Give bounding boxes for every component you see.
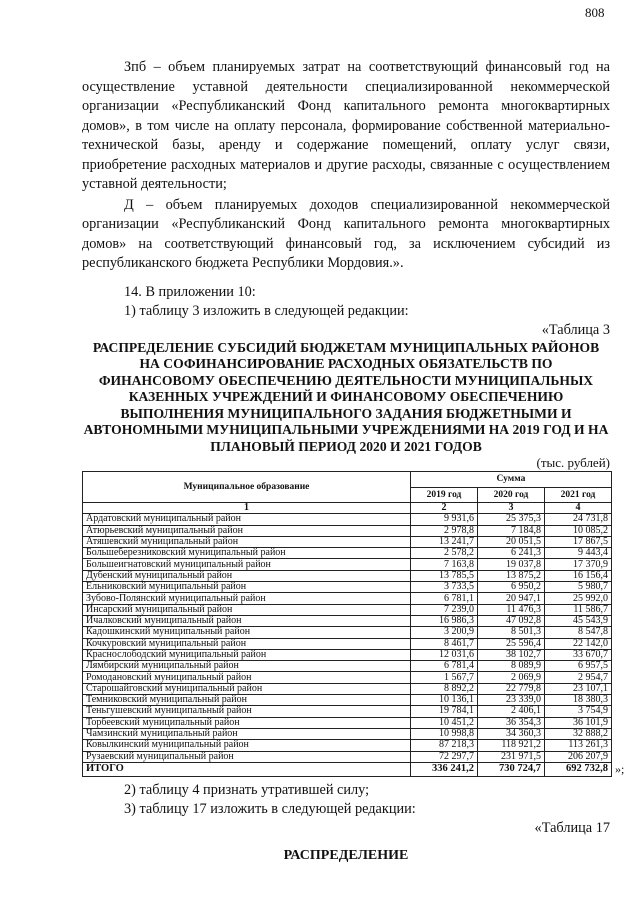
total-amount: 336 241,2 [411, 762, 478, 776]
municipality-name: Ичалковский муниципальный район [83, 615, 411, 626]
amount-cell: 38 102,7 [478, 649, 545, 660]
table-row [83, 717, 612, 728]
total-amount: 692 732,8 [545, 762, 612, 776]
amount-cell: 7 163,8 [411, 559, 478, 570]
amount-cell: 113 261,3 [545, 740, 612, 751]
col-header-2019: 2019 год [411, 487, 478, 503]
municipality-name: Старошайговский муниципальный район [83, 683, 411, 694]
table-wrapper [82, 471, 625, 777]
amount-cell: 13 241,7 [411, 536, 478, 547]
municipality-name: Торбеевский муниципальный район [83, 717, 411, 728]
municipality-name: Инсарский муниципальный район [83, 604, 411, 615]
unit-label: (тыс. рублей) [536, 455, 610, 470]
page-number: 808 [585, 5, 605, 20]
amount-cell: 13 785,5 [411, 570, 478, 581]
amount-cell: 11 586,7 [545, 604, 612, 615]
amount-cell: 3 200,9 [411, 627, 478, 638]
item-3: 3) таблицу 17 изложить в следующей редакции: [124, 800, 416, 817]
amount-cell: 3 754,9 [545, 706, 612, 717]
amount-cell: 45 543,9 [545, 615, 612, 626]
table-row [83, 604, 612, 615]
municipality-name: Чамзинский муниципальный район [83, 728, 411, 739]
table-row [83, 649, 612, 660]
amount-cell: 2 406,1 [478, 706, 545, 717]
table-row [83, 740, 612, 751]
table-row [83, 525, 612, 536]
municipality-name: Ромодановский муниципальный район [83, 672, 411, 683]
municipality-name: Теньгушевский муниципальный район [83, 706, 411, 717]
document-body [82, 58, 625, 864]
municipality-name: Атяшевский муниципальный район [83, 536, 411, 547]
amount-cell: 8 089,9 [478, 661, 545, 672]
amount-cell: 118 921,2 [478, 740, 545, 751]
table-row [83, 751, 612, 762]
paragraph-zpb: Зпб – объем планируемых затрат на соответствующий финансовый год на осуществление уставной деятельности специализированной некоммерческой организации «Республиканский Фонд капитального ремонта многоквартирных домов», в том числе на оплату персонала, формирование собственной материально-технической базы, аренду и содержание помещений, оплату услуг связи, приобретение расходных материалов и другие расходы, связанные с осуществлением уставной деятельности; [82, 59, 610, 192]
amount-cell: 6 781,1 [411, 593, 478, 604]
amount-cell: 36 354,3 [478, 717, 545, 728]
table-row [83, 570, 612, 581]
municipality-name: Темниковский муниципальный район [83, 695, 411, 706]
table-row [83, 638, 612, 649]
table-row [83, 582, 612, 593]
table-row [83, 695, 612, 706]
amount-cell: 47 092,8 [478, 615, 545, 626]
table17-title: РАСПРЕДЕЛЕНИЕ [283, 847, 409, 863]
amount-cell: 17 867,5 [545, 536, 612, 547]
end-quote: »; [615, 761, 625, 776]
item-2: 2) таблицу 4 признать утратившей силу; [124, 781, 370, 798]
amount-cell: 10 451,2 [411, 717, 478, 728]
table-row [83, 672, 612, 683]
amount-cell: 23 339,0 [478, 695, 545, 706]
amount-cell: 2 954,7 [545, 672, 612, 683]
amount-cell: 22 779,8 [478, 683, 545, 694]
amount-cell: 6 957,5 [545, 661, 612, 672]
amount-cell: 7 184,8 [478, 525, 545, 536]
subsidy-table [82, 471, 612, 777]
amount-cell: 5 980,7 [545, 582, 612, 593]
amount-cell: 25 992,0 [545, 593, 612, 604]
amount-cell: 32 888,2 [545, 728, 612, 739]
amount-cell: 6 950,2 [478, 582, 545, 593]
amount-cell: 36 101,9 [545, 717, 612, 728]
amount-cell: 72 297,7 [411, 751, 478, 762]
amount-cell: 23 107,1 [545, 683, 612, 694]
item-14: 14. В приложении 10: [124, 283, 256, 300]
total-label: ИТОГО [83, 762, 411, 776]
table3-title: РАСПРЕДЕЛЕНИЕ СУБСИДИЙ БЮДЖЕТАМ МУНИЦИПАЛЬНЫХ РАЙОНОВ НА СОФИНАНСИРОВАНИЕ РАСХОДНЫХ ОБЯЗАТЕЛЬСТВ ПО ФИНАНСОВОМУ ОБЕСПЕЧЕНИЮ ДЕЯТЕЛЬНОСТИ МУНИЦИПАЛЬНЫХ КАЗЕННЫХ УЧРЕЖДЕНИЙ И ФИНАНСОВОМУ ОБЕСПЕЧЕНИЮ ВЫПОЛНЕНИЯ МУНИЦИПАЛЬНОГО ЗАДАНИЯ БЮДЖЕТНЫМИ И АВТОНОМНЫМИ МУНИЦИПАЛЬНЫМИ УЧРЕЖДЕНИЯМИ НА 2019 ГОД И НА ПЛАНОВЫЙ ПЕРИОД 2020 И 2021 ГОДОВ [83, 339, 609, 454]
amount-cell: 10 085,2 [545, 525, 612, 536]
table17-label: «Таблица 17 [534, 819, 610, 836]
col-number: 2 [411, 503, 478, 514]
table-row [83, 548, 612, 559]
municipality-name: Рузаевский муниципальный район [83, 751, 411, 762]
municipality-name: Большеигнатовский муниципальный район [83, 559, 411, 570]
municipality-name: Кочкуровский муниципальный район [83, 638, 411, 649]
amount-cell: 8 501,3 [478, 627, 545, 638]
municipality-name: Ардатовский муниципальный район [83, 514, 411, 525]
municipality-name: Кадошкинский муниципальный район [83, 627, 411, 638]
amount-cell: 33 670,7 [545, 649, 612, 660]
municipality-name: Большеберезниковский муниципальный район [83, 548, 411, 559]
amount-cell: 17 370,9 [545, 559, 612, 570]
amount-cell: 206 207,9 [545, 751, 612, 762]
amount-cell: 2 578,2 [411, 548, 478, 559]
amount-cell: 25 596,4 [478, 638, 545, 649]
table-row [83, 559, 612, 570]
municipality-name: Ковылкинский муниципальный район [83, 740, 411, 751]
municipality-name: Атюрьевский муниципальный район [83, 525, 411, 536]
amount-cell: 20 051,5 [478, 536, 545, 547]
total-amount: 730 724,7 [478, 762, 545, 776]
amount-cell: 1 567,7 [411, 672, 478, 683]
amount-cell: 24 731,8 [545, 514, 612, 525]
amount-cell: 9 931,6 [411, 514, 478, 525]
col-number: 4 [545, 503, 612, 514]
col-header-sum: Сумма [411, 472, 612, 488]
table3-label: «Таблица 3 [541, 321, 610, 338]
amount-cell: 22 142,0 [545, 638, 612, 649]
table-row [83, 728, 612, 739]
amount-cell: 2 069,9 [478, 672, 545, 683]
col-number: 1 [83, 503, 411, 514]
table-row [83, 593, 612, 604]
amount-cell: 34 360,3 [478, 728, 545, 739]
amount-cell: 10 136,1 [411, 695, 478, 706]
amount-cell: 20 947,1 [478, 593, 545, 604]
amount-cell: 18 380,3 [545, 695, 612, 706]
table-row [83, 706, 612, 717]
amount-cell: 231 971,5 [478, 751, 545, 762]
amount-cell: 10 998,8 [411, 728, 478, 739]
municipality-name: Ельниковский муниципальный район [83, 582, 411, 593]
municipality-name: Лямбирский муниципальный район [83, 661, 411, 672]
amount-cell: 16 986,3 [411, 615, 478, 626]
amount-cell: 8 461,7 [411, 638, 478, 649]
table-row [83, 514, 612, 525]
amount-cell: 6 241,3 [478, 548, 545, 559]
amount-cell: 25 375,3 [478, 514, 545, 525]
col-header-2021: 2021 год [545, 487, 612, 503]
table-row [83, 627, 612, 638]
amount-cell: 3 733,5 [411, 582, 478, 593]
municipality-name: Дубенский муниципальный район [83, 570, 411, 581]
table-row [83, 536, 612, 547]
amount-cell: 16 156,4 [545, 570, 612, 581]
amount-cell: 87 218,3 [411, 740, 478, 751]
amount-cell: 7 239,0 [411, 604, 478, 615]
col-number: 3 [478, 503, 545, 514]
amount-cell: 6 781,4 [411, 661, 478, 672]
municipality-name: Зубово-Полянский муниципальный район [83, 593, 411, 604]
amount-cell: 19 784,1 [411, 706, 478, 717]
col-header-name: Муниципальное образование [83, 472, 411, 503]
amount-cell: 11 476,3 [478, 604, 545, 615]
table-row [83, 661, 612, 672]
paragraph-d: Д – объем планируемых доходов специализированной некоммерческой организации «Республиканский Фонд капитального ремонта многоквартирных домов» на соответствующий финансовый год, за исключением субсидий из республиканского бюджета Республики Мордовия.». [82, 196, 610, 271]
amount-cell: 2 978,8 [411, 525, 478, 536]
amount-cell: 8 892,2 [411, 683, 478, 694]
municipality-name: Краснослободский муниципальный район [83, 649, 411, 660]
amount-cell: 9 443,4 [545, 548, 612, 559]
amount-cell: 13 875,2 [478, 570, 545, 581]
table-row [83, 683, 612, 694]
table-row [83, 615, 612, 626]
amount-cell: 12 031,6 [411, 649, 478, 660]
col-header-2020: 2020 год [478, 487, 545, 503]
item-14-1: 1) таблицу 3 изложить в следующей редакции: [124, 302, 409, 319]
amount-cell: 8 547,8 [545, 627, 612, 638]
total-row [83, 762, 612, 776]
amount-cell: 19 037,8 [478, 559, 545, 570]
